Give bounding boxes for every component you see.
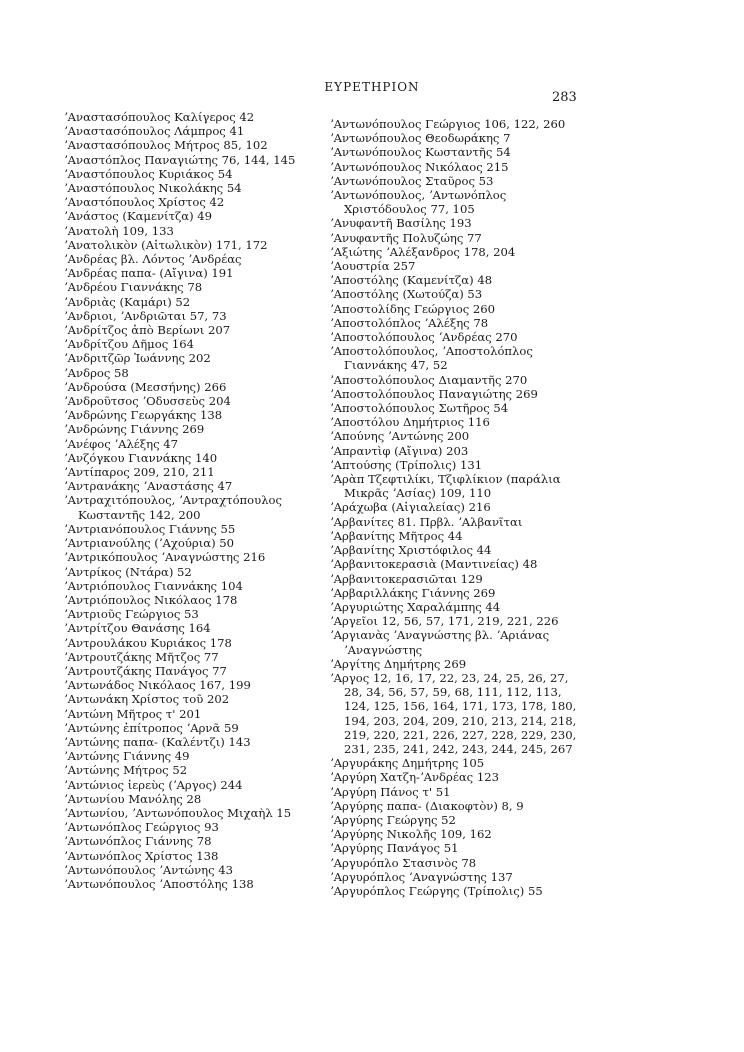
index-entry: ʼΑντώνης Μήτρος 52 [64, 763, 188, 778]
index-entry: ʼΑποστόλης (Χωτούζα) 53 [330, 287, 483, 302]
index-entry: ʼΑνδρέας παπα- (Αἴγινα) 191 [64, 266, 234, 281]
index-entry: ʼΑνδρίτζος ἀπὸ Βερίωνι 207 [64, 323, 231, 338]
index-entry: ʼΑργύρη Χατζη-ʼΑνδρέας 123 [330, 770, 499, 785]
index-entry: ʼΑνδρέου Γιαννάκης 78 [64, 280, 203, 295]
index-entry: ʼΑνδρώνης Γεωργάκης 138 [64, 408, 223, 423]
index-entry: ʼΑντωνίου, ʼΑντωνόπουλος Μιχαὴλ 15 [64, 805, 292, 820]
index-entry: ʼΑργύρης Γεώργης 52 [330, 812, 456, 827]
index-entry: ʼΑντώνης Γιάννης 49 [64, 749, 190, 764]
index-entry: ʼΑργύρης παπα- (Διακοφτὸν) 8, 9 [330, 798, 524, 813]
index-entry: ʼΑναστόπουλος Κυριάκος 54 [64, 166, 233, 181]
index-entry: ʼΑντωνόπλος Γιάννης 78 [64, 834, 212, 849]
index-entry: ʼΑρβαριλλάκης Γιάννης 269 [330, 585, 496, 600]
index-entry: ʼΑνζόγκου Γιαννάκης 140 [64, 450, 218, 465]
index-entry: ʼΑντώνης ἐπίτροπος ʼΑρνᾶ 59 [64, 720, 239, 735]
index-entry: ʼΑργύρη Πάνος τ' 51 [330, 784, 451, 799]
index-entry: ʼΑντριανούλης (ʼΑχούρια) 50 [64, 536, 235, 551]
index-entry: ʼΑντωνάδος Νικόλαος 167, 199 [64, 678, 251, 693]
index-entry: ʼΑντωνόπουλος Κωσταντῆς 54 [330, 145, 511, 160]
index-entry: ʼΑντρίκος (Ντάρα) 52 [64, 564, 192, 579]
index-entry: ʼΑργυριώτης Χαραλάμπης 44 [330, 599, 501, 614]
index-entry: ʼΑπραντὶφ (Αἴγινα) 203 [330, 443, 469, 458]
index-entry: ʼΑναστόπλος Παναγιώτης 76, 144, 145 [64, 152, 296, 167]
index-entry: ʼΑποστόλου Δημήτριος 116 [330, 415, 490, 430]
index-entry: ʼΑντραχιτόπουλος, ʼΑντραχτόπουλος Κωσταντῆς 142, 200 [64, 493, 283, 522]
index-entry: ʼΑργυρόπλος Γεώργης (Τρίπολις) 55 [330, 883, 543, 898]
index-entry: ʼΑντριοῦς Γεώργιος 53 [64, 607, 199, 622]
index-entry: ʼΑνδριὰς (Καμάρι) 52 [64, 294, 191, 309]
index-entry: ʼΑντωνάκη Χρίστος τοῦ 202 [64, 692, 230, 707]
index-entry: ʼΑρβανιτοκερασιῶται 129 [330, 571, 483, 586]
index-entry: ʼΑντωνόπουλος Θεοδωράκης 7 [330, 131, 511, 146]
index-entry: ʼΑντριόπουλος Γιαννάκης 104 [64, 578, 243, 593]
index-column-right [330, 117, 580, 898]
index-entry: ʼΑνυφαντῆ Βασίλης 193 [330, 216, 472, 231]
index-entry: ʼΑποστολόπουλος Σωτῆρος 54 [330, 401, 509, 416]
index-entry: ʼΑνάστος (Καμενίτζα) 49 [64, 209, 213, 224]
index-entry: ʼΑπτούσης (Τρίπολις) 131 [330, 457, 483, 472]
index-entry: ʼΑποστολόπουλος ʼΑνδρέας 270 [330, 330, 518, 345]
index-entry: ʼΑνατολὴ 109, 133 [64, 223, 174, 238]
page-header: ΕΥΡΕΤΗΡΙΟΝ [324, 80, 420, 94]
index-entry: ʼΑποστολόπουλος Διαμαντῆς 270 [330, 372, 528, 387]
index-entry: ʼΑναστόπουλος Χρίστος 42 [64, 195, 225, 210]
index-entry: ʼΑνδριτζῶρ Ἰωάννης 202 [64, 351, 211, 366]
index-entry: ʼΑνδρώνης Γιάννης 269 [64, 422, 205, 437]
index-entry: ʼΑνατολικὸν (Αἰτωλικὸν) 171, 172 [64, 237, 268, 252]
index-entry: ʼΑντωνόπουλος ʼΑποστόλης 138 [64, 876, 254, 891]
index-entry: ʼΑρὰπ Τζεφτιλίκι, Τζιφλίκιον (παράλια Μικρᾶς ʼΑσίας) 109, 110 [330, 472, 561, 501]
index-entry: ʼΑντρουτζάκης Πανάγος 77 [64, 663, 227, 678]
index-entry: ʼΑργος 12, 16, 17, 22, 23, 24, 25, 26, 27, 28, 34, 56, 57, 59, 68, 111, 112, 113, 124, 125, 156, 164, 171, 173, 178, 180, 194, 203, 204, 209, 210, 213, 214, 218, 219, 220, 221, 226, 227, 228, 229, 230, 231, 235, 241, 242, 243, 244, 245, 267 [330, 670, 577, 756]
index-entry: ʼΑντώνης παπα- (Καλέντζι) 143 [64, 734, 251, 749]
index-entry: ʼΑντρουλάκου Κυριάκος 178 [64, 635, 232, 650]
index-entry: ʼΑργύρης Πανάγος 51 [330, 841, 459, 856]
index-entry: ʼΑντωνόπουλος Σταῦρος 53 [330, 173, 494, 188]
page-number: 283 [552, 90, 577, 105]
index-entry: ʼΑποστολόπλος ʼΑλέξης 78 [330, 315, 489, 330]
index-entry: ʼΑντριανόπουλος Γιάννης 55 [64, 521, 236, 536]
index-entry: ʼΑντωνόπλος Χρίστος 138 [64, 848, 219, 863]
index-entry: ʼΑντωνόπουλος Νικόλαος 215 [330, 159, 509, 174]
index-entry: ʼΑναστασόπουλος Λάμπρος 41 [64, 124, 245, 139]
index-entry: ʼΑπούνης ʼΑντώνης 200 [330, 429, 470, 444]
index-entry: ʼΑρβανίτες 81. Πρβλ. ʼΑλβανῖται [330, 514, 523, 529]
index-entry: ʼΑναστασόπουλος Μήτρος 85, 102 [64, 138, 268, 153]
index-entry: ʼΑργυρόπλος ʼΑναγνώστης 137 [330, 869, 513, 884]
index-entry: ʼΑνδρίτζου Δῆμος 164 [64, 337, 194, 352]
index-entry: ʼΑναστασόπουλος Καλίγερος 42 [64, 110, 255, 124]
index-entry: ʼΑποστολίδης Γεώργιος 260 [330, 301, 496, 316]
index-entry: ʼΑρβανιτοκερασιὰ (Μαντινείας) 48 [330, 557, 538, 572]
index-entry: ʼΑουστρία 257 [330, 259, 416, 274]
index-entry: ʼΑνδροῦτσος ʼΟδυσσεὺς 204 [64, 394, 231, 409]
index-entry: ʼΑργυρόπλο Στασινὸς 78 [330, 855, 477, 870]
index-entry: ʼΑρβανίτης Μῆτρος 44 [330, 528, 463, 543]
index-entry: ʼΑνδρέας βλ. Λόντος ʼΑνδρέας [64, 252, 242, 267]
index-entry: ʼΑντρανάκης ʼΑναστάσης 47 [64, 479, 233, 494]
index-entry: ʼΑντωνόπουλος, ʼΑντωνόπλος Χριστόδουλος 77, 105 [330, 188, 507, 217]
index-entry: ʼΑντώνη Μῆτρος τ' 201 [64, 706, 202, 721]
index-entry: ʼΑποστολόπουλος, ʼΑποστολόπλος Γιαννάκης 47, 52 [330, 344, 533, 373]
index-entry: ʼΑποστολόπουλος Παναγιώτης 269 [330, 386, 538, 401]
index-entry: ʼΑντρικόπουλος ʼΑναγνώστης 216 [64, 550, 266, 565]
index-entry: ʼΑνδρούσα (Μεσσήνης) 266 [64, 379, 227, 394]
index-entry: ʼΑργίτης Δημήτρης 269 [330, 656, 467, 671]
index-entry: ʼΑργύρης Νικολῆς 109, 162 [330, 827, 492, 842]
index-entry: ʼΑντωνίου Μανόλης 28 [64, 791, 202, 806]
index-entry: ʼΑντρίτζου Θανάσης 164 [64, 621, 211, 636]
index-entry: ʼΑντωνόπλος Γεώργιος 93 [64, 820, 219, 835]
index-entry: ʼΑράχωβα (Αἰγιαλείας) 216 [330, 500, 491, 515]
index-entry: ʼΑντώνιος ἱερεὺς (ʼΑργος) 244 [64, 777, 243, 792]
index-entry: ʼΑντριόπουλος Νικόλαος 178 [64, 592, 238, 607]
index-entry: ʼΑργεῖοι 12, 56, 57, 171, 219, 221, 226 [330, 614, 559, 629]
index-entry: ʼΑντρουτζάκης Μῆτζος 77 [64, 649, 219, 664]
index-column-left [64, 110, 324, 891]
index-entry: ʼΑντίπαρος 209, 210, 211 [64, 465, 215, 480]
index-entry: ʼΑναστόπουλος Νικολάκης 54 [64, 181, 242, 196]
index-entry: ʼΑνδριοι, ʼΑνδριῶται 57, 73 [64, 308, 227, 323]
index-entry: ʼΑποστόλης (Καμενίτζα) 48 [330, 273, 493, 288]
index-entry: ʼΑργυράκης Δημήτρης 105 [330, 756, 485, 771]
index-entry: ʼΑρβανίτης Χριστόφιλος 44 [330, 543, 492, 558]
index-entry: ʼΑξιώτης ʼΑλέξανδρος 178, 204 [330, 244, 516, 259]
index-entry: ʼΑργιανὰς ʼΑναγνώστης βλ. ʼΑριάνας ʼΑναγνώστης [330, 628, 550, 657]
index-entry: ʼΑνδρος 58 [64, 365, 129, 380]
index-entry: ʼΑνυφαντῆς Πολυζώης 77 [330, 230, 482, 245]
index-entry: ʼΑντωνόπουλος Γεώργιος 106, 122, 260 [330, 117, 566, 131]
index-entry: ʼΑνέφος ʼΑλέξης 47 [64, 436, 179, 451]
index-entry: ʼΑντωνόπουλος ʼΑντώνης 43 [64, 862, 234, 877]
